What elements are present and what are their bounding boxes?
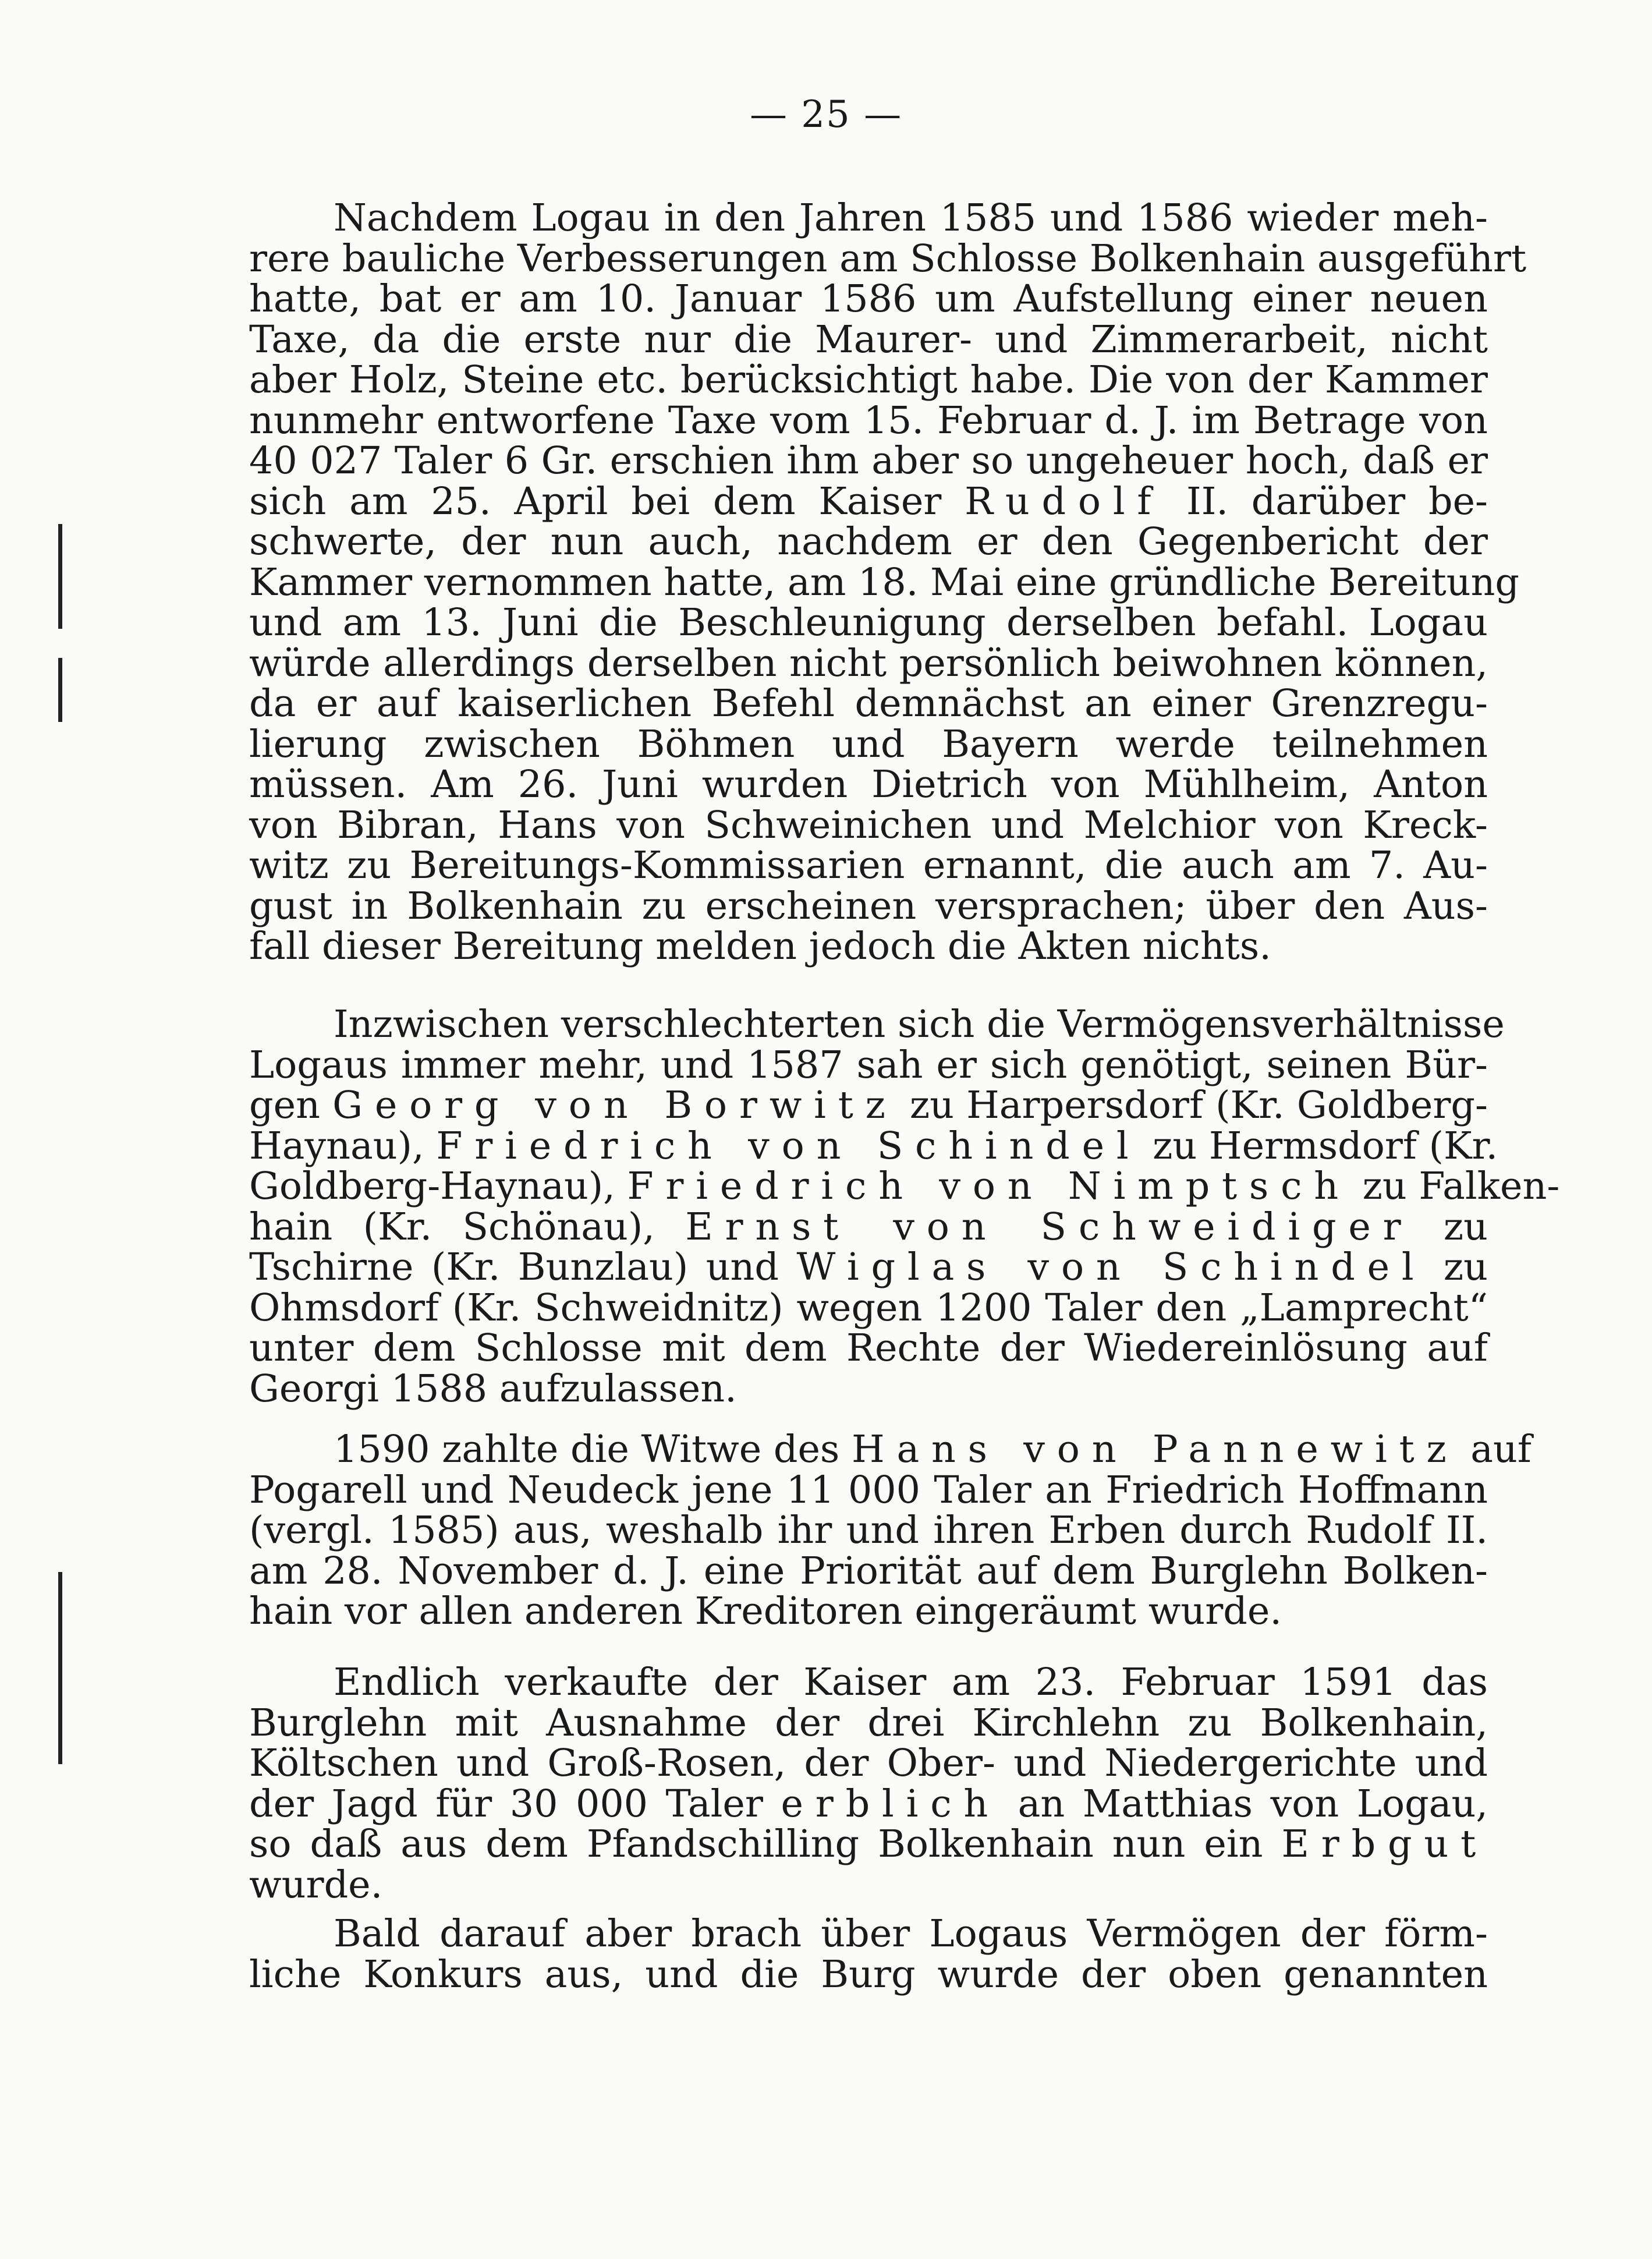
paragraph-3 bbox=[249, 1428, 1532, 1633]
text-line: wurde. bbox=[249, 1863, 383, 1907]
text-line bbox=[249, 1124, 1498, 1168]
text-line: Pogarell und Neudeck jene 11 000 Taler an Friedrich Hoffmann bbox=[249, 1468, 1488, 1512]
text-segment: Haynau), bbox=[249, 1124, 437, 1168]
text-line bbox=[249, 1784, 1488, 1825]
text-line: liche Konkurs aus, und die Burg wurde der oben genannten bbox=[249, 1952, 1488, 1996]
emphasized-name: Friedrich von Nimptsch bbox=[627, 1164, 1350, 1208]
text-segment: der Jagd für 30 000 Taler bbox=[249, 1782, 781, 1826]
page-number: — 25 — bbox=[749, 93, 903, 136]
text-segment: zu Harpersdorf (Kr. Goldberg- bbox=[897, 1084, 1488, 1127]
scan-mark bbox=[58, 658, 62, 722]
text-line: Ohmsdorf (Kr. Schweidnitz) wegen 1200 Taler den „Lamprecht“ bbox=[249, 1286, 1488, 1330]
text-segment: Tschirne (Kr. Bunzlau) und bbox=[249, 1245, 797, 1289]
emphasized-name: Hans von Pannewitz bbox=[851, 1428, 1459, 1471]
text-line bbox=[249, 1428, 1532, 1471]
text-segment: hain (Kr. Schönau), bbox=[249, 1205, 686, 1249]
text-line: nunmehr entworfene Taxe vom 15. Februar d. J. im Betrage von bbox=[249, 398, 1488, 442]
text-line: Taxe, da die erste nur die Maurer- und Zimmerarbeit, nicht bbox=[249, 317, 1488, 362]
paragraph-4 bbox=[249, 1662, 1488, 1905]
text-line: da er auf kaiserlichen Befehl demnächst an einer Grenzregu- bbox=[249, 682, 1488, 725]
scan-mark bbox=[58, 1677, 62, 1764]
scan-mark bbox=[58, 1572, 62, 1677]
text-line bbox=[249, 1164, 1560, 1208]
text-line bbox=[249, 1085, 1488, 1126]
emphasized-name: Rudolf bbox=[965, 479, 1164, 523]
text-segment: zu bbox=[1413, 1205, 1488, 1249]
text-line: Inzwischen verschlechterten sich die Vermögensverhältnisse bbox=[334, 1003, 1505, 1046]
text-line: und am 13. Juni die Beschleunigung derselben befahl. Logau bbox=[249, 601, 1488, 645]
emphasized-name: Georg von Borwitz bbox=[332, 1084, 898, 1127]
text-line: würde allerdings derselben nicht persönlich beiwohnen können, bbox=[249, 641, 1488, 685]
emphasized-name: Wiglas von Schindel bbox=[796, 1245, 1426, 1289]
text-segment: so daß aus dem Pfandschilling Bolkenhain nun ein bbox=[249, 1822, 1282, 1866]
text-line: schwerte, der nun auch, nachdem er den Gegenbericht der bbox=[249, 520, 1488, 564]
text-line: Georgi 1588 aufzulassen. bbox=[249, 1366, 737, 1411]
text-line: aber Holz, Steine etc. berücksichtigt habe. Die von der Kammer bbox=[249, 358, 1488, 402]
emphasized-name: Erbgut bbox=[1281, 1822, 1488, 1866]
text-line bbox=[249, 1247, 1488, 1288]
text-segment: zu Hermsdorf (Kr. bbox=[1140, 1124, 1498, 1168]
text-line: fall dieser Bereitung melden jedoch die Akten nichts. bbox=[249, 925, 1271, 968]
text-line: 40 027 Taler 6 Gr. erschien ihm aber so ungeheuer hoch, daß er bbox=[249, 439, 1488, 483]
text-line: unter dem Schlosse mit dem Rechte der Wiedereinlösung auf bbox=[249, 1326, 1488, 1370]
emphasized-name: Friedrich von Schindel bbox=[436, 1124, 1141, 1168]
text-segment: auf bbox=[1458, 1428, 1532, 1471]
text-line bbox=[249, 481, 1488, 522]
text-line bbox=[249, 1207, 1488, 1248]
text-segment: zu bbox=[1426, 1245, 1488, 1289]
scan-mark bbox=[58, 524, 62, 629]
text-line: Burglehn mit Ausnahme der drei Kirchlehn zu Bolkenhain, bbox=[249, 1701, 1488, 1745]
text-line: am 28. November d. J. eine Priorität auf dem Burglehn Bolken- bbox=[249, 1549, 1488, 1593]
text-line: (vergl. 1585) aus, weshalb ihr und ihren Erben durch Rudolf II. bbox=[249, 1509, 1488, 1552]
text-line: Bald darauf aber brach über Logaus Vermögen der förm- bbox=[334, 1912, 1488, 1956]
paragraph-1 bbox=[249, 196, 1527, 968]
emphasized-name: erblich bbox=[781, 1782, 1001, 1826]
text-line: rere bauliche Verbesserungen am Schlosse Bolkenhain ausgeführt bbox=[249, 236, 1527, 281]
text-segment: zu Falken- bbox=[1350, 1164, 1560, 1208]
text-segment: sich am 25. April bei dem Kaiser bbox=[249, 479, 965, 523]
text-segment: Goldberg-Haynau), bbox=[249, 1164, 628, 1208]
text-line: von Bibran, Hans von Schweinichen und Melchior von Kreck- bbox=[249, 803, 1488, 847]
text-segment: 1590 zahlte die Witwe des bbox=[334, 1428, 852, 1471]
paragraph-5 bbox=[249, 1914, 1488, 1995]
text-line: hatte, bat er am 10. Januar 1586 um Aufstellung einer neuen bbox=[249, 277, 1488, 321]
text-segment: II. darüber be- bbox=[1163, 479, 1488, 523]
emphasized-name: Ernst von Schweidiger bbox=[685, 1205, 1413, 1249]
text-line: witz zu Bereitungs-Kommissarien ernannt, die auch am 7. Au- bbox=[249, 844, 1488, 887]
text-segment: gen bbox=[249, 1084, 333, 1127]
text-line bbox=[249, 1824, 1488, 1865]
paragraph-2 bbox=[249, 1003, 1560, 1411]
text-line: müssen. Am 26. Juni wurden Dietrich von Mühlheim, Anton bbox=[249, 763, 1488, 806]
text-segment: an Matthias von Logau, bbox=[1000, 1782, 1488, 1826]
text-line: Kammer vernommen hatte, am 18. Mai eine gründliche Bereitung bbox=[249, 560, 1520, 604]
text-line: Költschen und Groß-Rosen, der Ober- und Niedergerichte und bbox=[249, 1741, 1488, 1785]
text-line: Logaus immer mehr, und 1587 sah er sich genötigt, seinen Bür- bbox=[249, 1043, 1488, 1087]
text-line: Endlich verkaufte der Kaiser am 23. Februar 1591 das bbox=[334, 1660, 1488, 1704]
text-line: lierung zwischen Böhmen und Bayern werde teilnehmen bbox=[249, 722, 1488, 766]
text-line: gust in Bolkenhain zu erscheinen versprachen; über den Aus- bbox=[249, 884, 1488, 928]
text-line: hain vor allen anderen Kreditoren eingeräumt wurde. bbox=[249, 1589, 1282, 1633]
text-line: Nachdem Logau in den Jahren 1585 und 1586 wieder meh- bbox=[334, 196, 1488, 240]
